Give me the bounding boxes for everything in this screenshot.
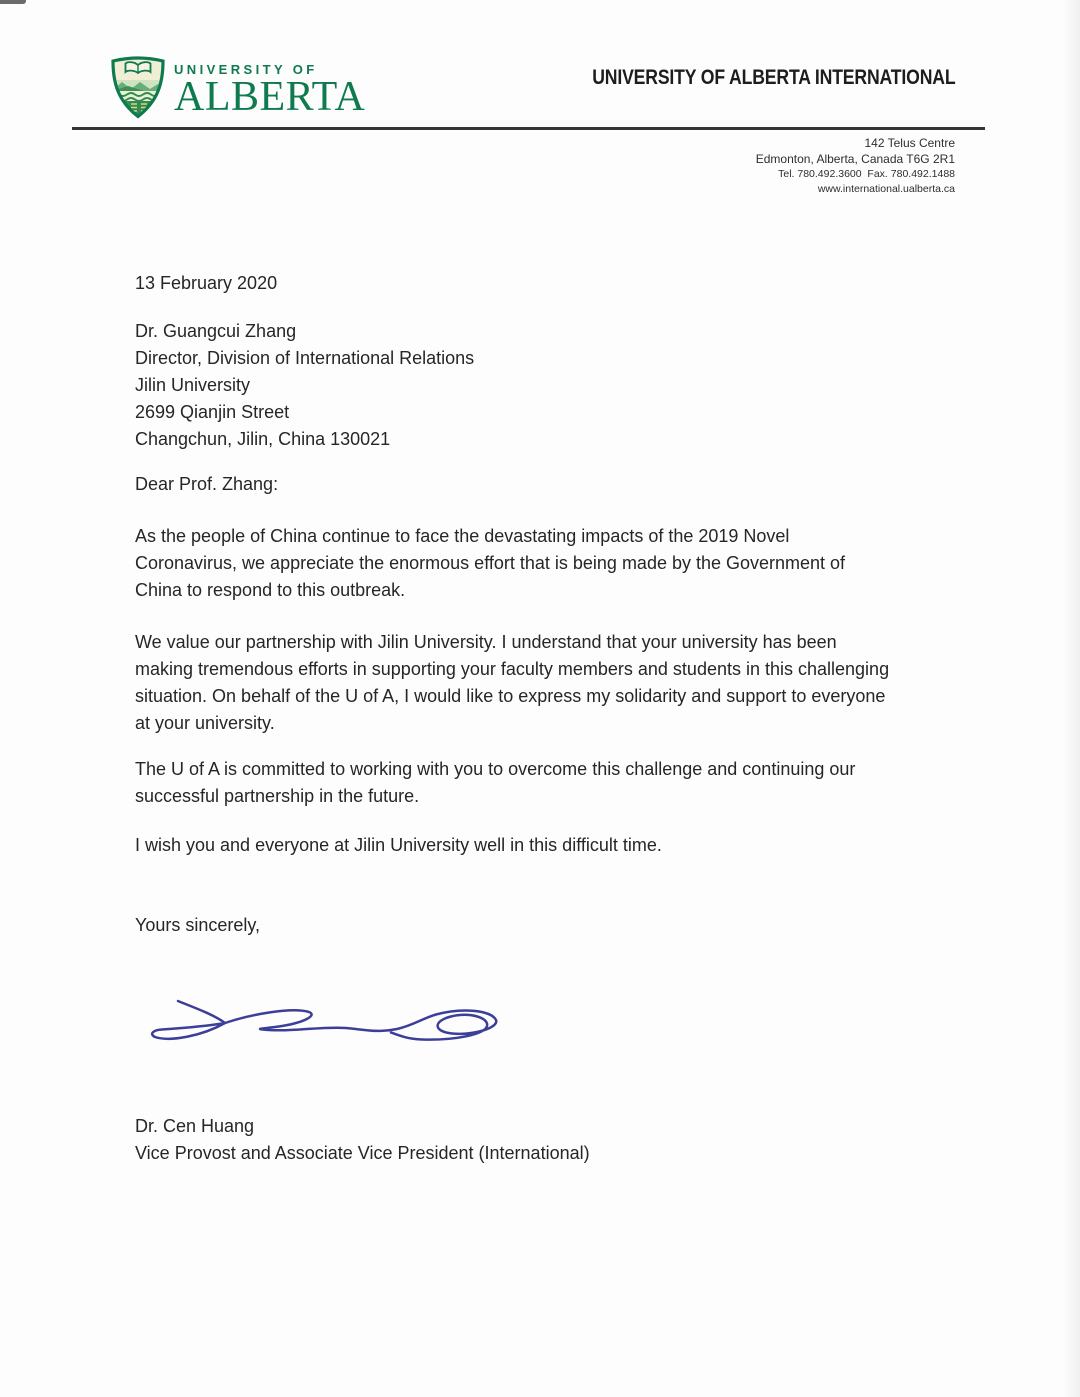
signer-title: Vice Provost and Associate Vice President (International)	[135, 1143, 590, 1163]
recipient-org: Jilin University	[135, 375, 251, 395]
org-address-block	[756, 136, 955, 196]
recipient-name: Dr. Guangcui Zhang	[135, 321, 297, 341]
header-rule	[72, 127, 985, 130]
recipient-city: Changchun, Jilin, China 130021	[135, 429, 391, 449]
recipient-street: 2699 Qianjin Street	[135, 402, 290, 422]
paragraph-line: As the people of China continue to face the devastating impacts of the 2019 Novel	[135, 526, 790, 546]
signature-image	[150, 983, 510, 1068]
paragraph	[135, 756, 967, 810]
logo-wordmark-top: UNIVERSITY OF	[174, 62, 318, 77]
paragraph-line: I wish you and everyone at Jilin University well in this difficult time.	[135, 835, 662, 855]
signer-block	[135, 1113, 967, 1167]
logo-wordmark	[174, 54, 366, 120]
paragraph-line: situation. On behalf of the U of A, I would like to express my solidarity and support to everyone	[135, 686, 886, 706]
paragraph-line: China to respond to this outbreak.	[135, 580, 406, 600]
paragraph-line: successful partnership in the future.	[135, 786, 420, 806]
closing: Yours sincerely,	[135, 915, 261, 935]
recipient-block	[135, 318, 967, 453]
paragraph	[135, 832, 967, 859]
paragraph	[135, 523, 967, 604]
org-website: www.international.ualberta.ca	[817, 182, 955, 195]
org-address-line: 142 Telus Centre	[864, 136, 955, 150]
org-phone-fax: Tel. 780.492.3600 Fax. 780.492.1488	[778, 168, 955, 180]
salutation: Dear Prof. Zhang:	[135, 474, 279, 494]
paragraph-line: We value our partnership with Jilin University. I understand that your university has been	[135, 632, 837, 652]
org-title: UNIVERSITY OF ALBERTA INTERNATIONAL	[591, 66, 955, 89]
university-of-alberta-logo	[108, 54, 365, 120]
scan-edge-shade	[1062, 0, 1080, 1397]
recipient-title: Director, Division of International Relations	[135, 348, 475, 368]
paragraph-line: The U of A is committed to working with you to overcome this challenge and continuing our	[135, 759, 856, 779]
paragraph-line: Coronavirus, we appreciate the enormous effort that is being made by the Government of	[135, 553, 846, 573]
ua-shield-icon	[108, 54, 168, 120]
signer-name: Dr. Cen Huang	[135, 1116, 255, 1136]
logo-wordmark-main: ALBERTA	[174, 74, 366, 120]
paragraph-line: making tremendous efforts in supporting your faculty members and students in this challenging	[135, 659, 890, 679]
paragraph-line: at your university.	[135, 713, 275, 733]
scan-artifact-mark	[0, 0, 26, 4]
org-address-line: Edmonton, Alberta, Canada T6G 2R1	[755, 151, 955, 166]
paragraph	[135, 629, 967, 737]
letter-date: 13 February 2020	[135, 273, 278, 293]
